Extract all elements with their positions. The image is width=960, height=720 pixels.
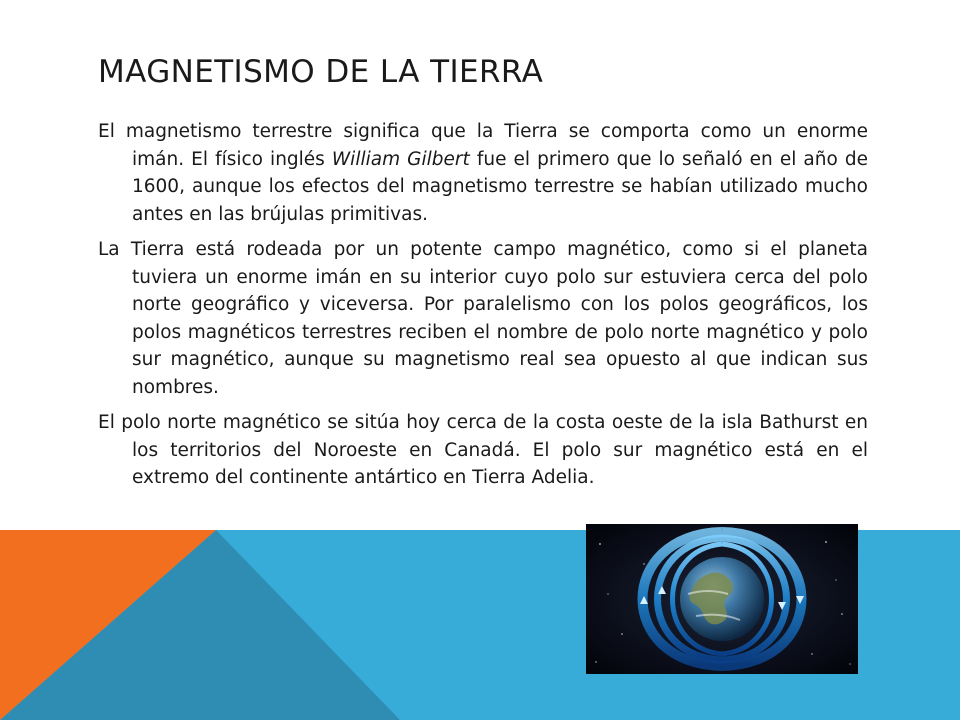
slide-body bbox=[98, 118, 868, 500]
paragraph-1 bbox=[98, 118, 868, 228]
paragraph-1-emphasis: William Gilbert bbox=[331, 148, 470, 170]
earth-magnetic-field-image bbox=[586, 524, 858, 674]
paragraph-2: La Tierra está rodeada por un potente campo magnético, como si el planeta tuviera un enorme imán en su interior cuyo polo sur estuviera cerca del polo norte geográfico y viceversa. Por paralelismo con los polos geográficos, los polos magnéticos terrestres reciben el nombre de polo norte magnético y polo sur magnético, aunque su magnetismo real sea opuesto al que indican sus nombres. bbox=[98, 239, 868, 398]
paragraph-3: El polo norte magnético se sitúa hoy cerca de la costa oeste de la isla Bathurst en los territorios del Noroeste en Canadá. El polo sur magnético está en el extremo del continente antártico en Tierra Adelia. bbox=[98, 412, 868, 488]
paragraph-1-text-end: fue el primero que lo señaló en el año de 1600, aunque los efectos del magnetismo terrestre se habían utilizado mucho antes en las brújulas primitivas. bbox=[132, 148, 868, 225]
slide-title: MAGNETISMO DE LA TIERRA bbox=[98, 54, 544, 90]
paragraph-1-text: El magnetismo terrestre significa que la Tierra se comporta como un enorme imán. El físico inglés bbox=[98, 121, 868, 170]
